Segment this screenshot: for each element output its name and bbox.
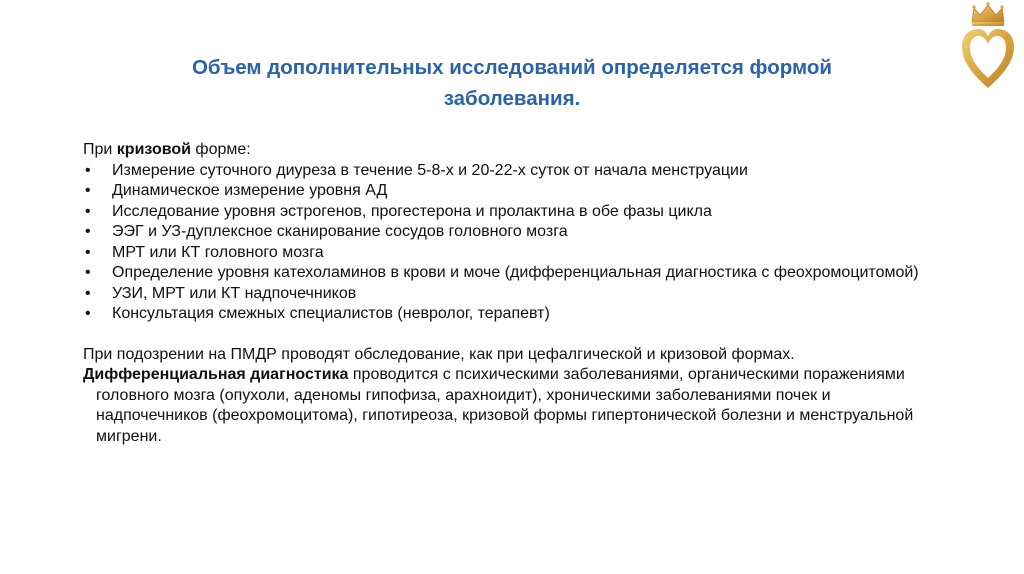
differential-paragraph <box>83 365 916 447</box>
pmdr-paragraph: При подозрении на ПМДР проводят обследование, как при цефалгической и кризовой формах. <box>83 345 795 363</box>
list-item-text: Консультация смежных специалистов (невролог, терапевт) <box>112 305 550 322</box>
list-item <box>83 181 983 202</box>
list-item <box>83 284 983 305</box>
list-item <box>83 222 983 243</box>
bullet-icon: • <box>85 202 91 220</box>
intro-suffix: форме: <box>190 141 251 158</box>
bullet-icon: • <box>85 182 91 199</box>
list-item-text: Динамическое измерение уровня АД <box>112 182 388 199</box>
differential-bold: Дифференциальная диагностика <box>83 366 349 383</box>
differential-text: проводится с психическими заболеваниями, органическими поражениями головного мозга (опухоли, аденомы гипофиза, арахноидит), хроническими заболеваниями почек и надпочечников (феохромоцитома), гипотиреоза, кризовой формы гипертонической болезни и менструальной мигрени. <box>96 366 914 445</box>
exam-list <box>83 161 983 325</box>
spacer <box>83 325 983 345</box>
list-item <box>83 161 983 182</box>
list-item-text: Измерение суточного диуреза в течение 5-8-х и 20-22-х суток от начала менструации <box>112 161 748 179</box>
list-item-text: УЗИ, МРТ или КТ надпочечников <box>112 284 357 302</box>
list-item-text: МРТ или КТ головного мозга <box>112 243 324 261</box>
intro-line <box>83 140 983 161</box>
bullet-icon: • <box>85 223 91 240</box>
title-line-2: заболевания. <box>443 87 581 110</box>
bullet-icon: • <box>85 161 91 179</box>
list-item-text: Определение уровня катехоламинов в крови и моче (дифференциальная диагностика с феохромоцитомой) <box>112 264 919 281</box>
bullet-icon: • <box>85 284 91 302</box>
crown-icon <box>972 2 1004 26</box>
list-item <box>83 263 983 284</box>
intro-bold: кризовой <box>116 141 191 158</box>
list-item <box>83 202 983 223</box>
content-body <box>83 140 983 447</box>
list-item <box>83 243 983 264</box>
list-item-text: Исследование уровня эстрогенов, прогестерона и пролактина в обе фазы цикла <box>112 202 712 220</box>
slide-title <box>0 52 1024 114</box>
list-item-text: ЭЭГ и УЗ-дуплексное сканирование сосудов головного мозга <box>112 223 568 240</box>
intro-prefix: При <box>83 141 117 158</box>
bullet-icon: • <box>85 243 91 261</box>
bullet-icon: • <box>85 305 91 322</box>
list-item <box>83 304 983 325</box>
bullet-icon: • <box>85 264 91 281</box>
title-line-1: Объем дополнительных исследований определяется формой <box>191 56 832 79</box>
